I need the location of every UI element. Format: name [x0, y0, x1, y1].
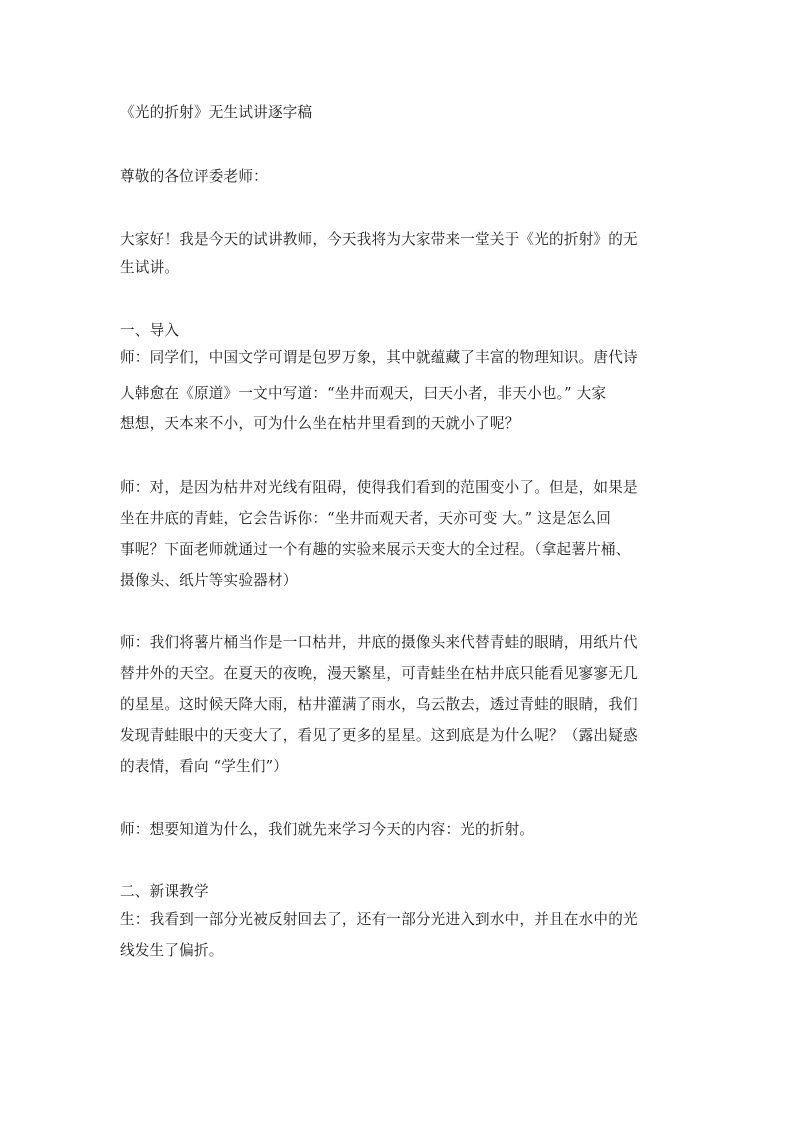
paragraph-line: 坐在井底的青蛙，它会告诉你：“坐井而观天者，天亦可变 大。” 这是怎么回 — [120, 510, 612, 527]
paragraph-line: 发现青蛙眼中的天变大了，看见了更多的星星。这到底是为什么呢？（露出疑惑 — [120, 727, 638, 744]
paragraph-line: 师：同学们，中国文学可谓是包罗万象，其中就蕴藏了丰富的物理知识。唐代诗 — [120, 349, 638, 366]
section-heading-intro: 一、导入 — [120, 322, 180, 339]
paragraph-line: 想想，天本来不小，可为什么坐在枯井里看到的天就小了呢？ — [120, 415, 520, 432]
intro-line: 大家好！我是今天的试讲教师，今天我将为大家带来一堂关于《光的折射》的无 — [120, 231, 638, 248]
paragraph-line: 线发生了偏折。 — [120, 942, 224, 959]
paragraph-line: 师：想要知道为什么，我们就先来学习今天的内容：光的折射。 — [120, 821, 535, 838]
paragraph-line: 师：对，是因为枯井对光线有阻碍，使得我们看到的范围变小了。但是，如果是 — [120, 479, 638, 496]
paragraph-line: 生：我看到一部分光被反射回去了，还有一部分光进入到水中，并且在水中的光 — [120, 911, 638, 928]
section-heading-new-lesson: 二、新课教学 — [120, 883, 209, 900]
paragraph-line: 摄像头、纸片等实验器材） — [120, 572, 298, 589]
document-title: 《光的折射》无生试讲逐字稿 — [120, 104, 313, 121]
paragraph-line: 的表情，看向 “学生们”） — [120, 758, 289, 775]
paragraph-line: 事呢？下面老师就通过一个有趣的实验来展示天变大的全过程。（拿起薯片桶、 — [120, 541, 631, 558]
salutation: 尊敬的各位评委老师： — [120, 168, 268, 185]
paragraph-line: 师：我们将薯片桶当作是一口枯井，井底的摄像头来代替青蛙的眼睛，用纸片代 — [120, 634, 638, 651]
paragraph-line: 替井外的天空。在夏天的夜晚，漫天繁星，可青蛙坐在枯井底只能看见寥寥无几 — [120, 665, 638, 682]
paragraph-line: 的星星。这时候天降大雨，枯井灌满了雨水，乌云散去，透过青蛙的眼睛，我们 — [120, 696, 638, 713]
intro-line: 生试讲。 — [120, 259, 180, 276]
paragraph-line: 人韩愈在《原道》一文中写道：“坐井而观天，曰天小者，非天小也。” 大家 — [120, 385, 607, 402]
